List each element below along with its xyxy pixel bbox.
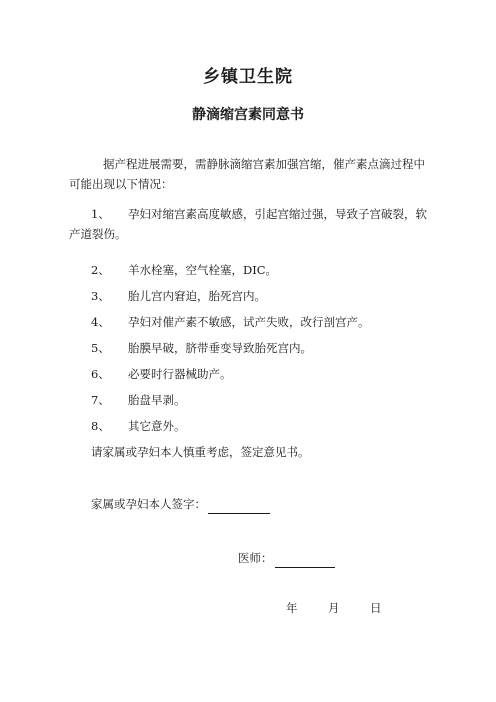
list-item-text: 胎盘早剥。 xyxy=(128,393,186,407)
list-item-text: 胎膜早破，脐带垂变导致胎死宫内。 xyxy=(128,341,312,355)
list-item-text: 必要时行器械助产。 xyxy=(128,367,232,381)
family-signature-field[interactable] xyxy=(208,499,270,514)
list-item-number: 3、 xyxy=(91,289,110,303)
family-signature-row xyxy=(91,494,270,514)
list-item-number: 1、 xyxy=(91,207,110,221)
list-item-text: 孕妇对催产素不敏感，试产失败，改行剖宫产。 xyxy=(128,315,370,329)
list-item xyxy=(91,364,232,384)
list-item-text: 孕妇对缩宫素高度敏感，引起宫缩过强，导致子宫破裂，软产道裂伤。 xyxy=(69,207,427,241)
list-item-text: 其它意外。 xyxy=(128,419,186,433)
hospital-name: 乡镇卫生院 xyxy=(203,67,293,87)
date-row xyxy=(286,598,412,618)
list-item-number: 6、 xyxy=(91,367,110,381)
list-item-text: 羊水栓塞，空气栓塞，DIC。 xyxy=(128,263,278,277)
list-item-text: 胎儿宫内窘迫，胎死宫内。 xyxy=(128,289,266,303)
date-month-label: 月 xyxy=(328,601,340,615)
list-item xyxy=(91,312,370,332)
list-item-number: 4、 xyxy=(91,315,110,329)
list-item xyxy=(91,390,186,410)
list-item xyxy=(91,338,312,358)
list-item-number: 5、 xyxy=(91,341,110,355)
list-item-number: 8、 xyxy=(91,419,110,433)
date-day-label: 日 xyxy=(370,601,382,615)
doctor-signature-field[interactable] xyxy=(275,553,335,568)
date-year-label: 年 xyxy=(286,601,298,615)
list-item xyxy=(91,260,277,280)
notice-text: 请家属或孕妇本人慎重考虑，签定意见书。 xyxy=(91,445,310,459)
form-title: 静滴缩宫素同意书 xyxy=(192,107,304,123)
intro-text: 据产程进展需要，需静脉滴缩宫素加强宫缩，催产素点滴过程中可能出现以下情况： xyxy=(69,157,425,191)
list-item xyxy=(91,286,266,306)
list-item xyxy=(69,204,427,244)
doctor-signature-row xyxy=(238,548,335,568)
list-item-number: 7、 xyxy=(91,393,110,407)
list-item-number: 2、 xyxy=(91,263,110,277)
family-signature-label: 家属或孕妇本人签字： xyxy=(91,497,206,511)
intro-paragraph xyxy=(69,154,427,194)
doctor-signature-label: 医师： xyxy=(238,551,273,565)
list-item xyxy=(91,416,186,436)
